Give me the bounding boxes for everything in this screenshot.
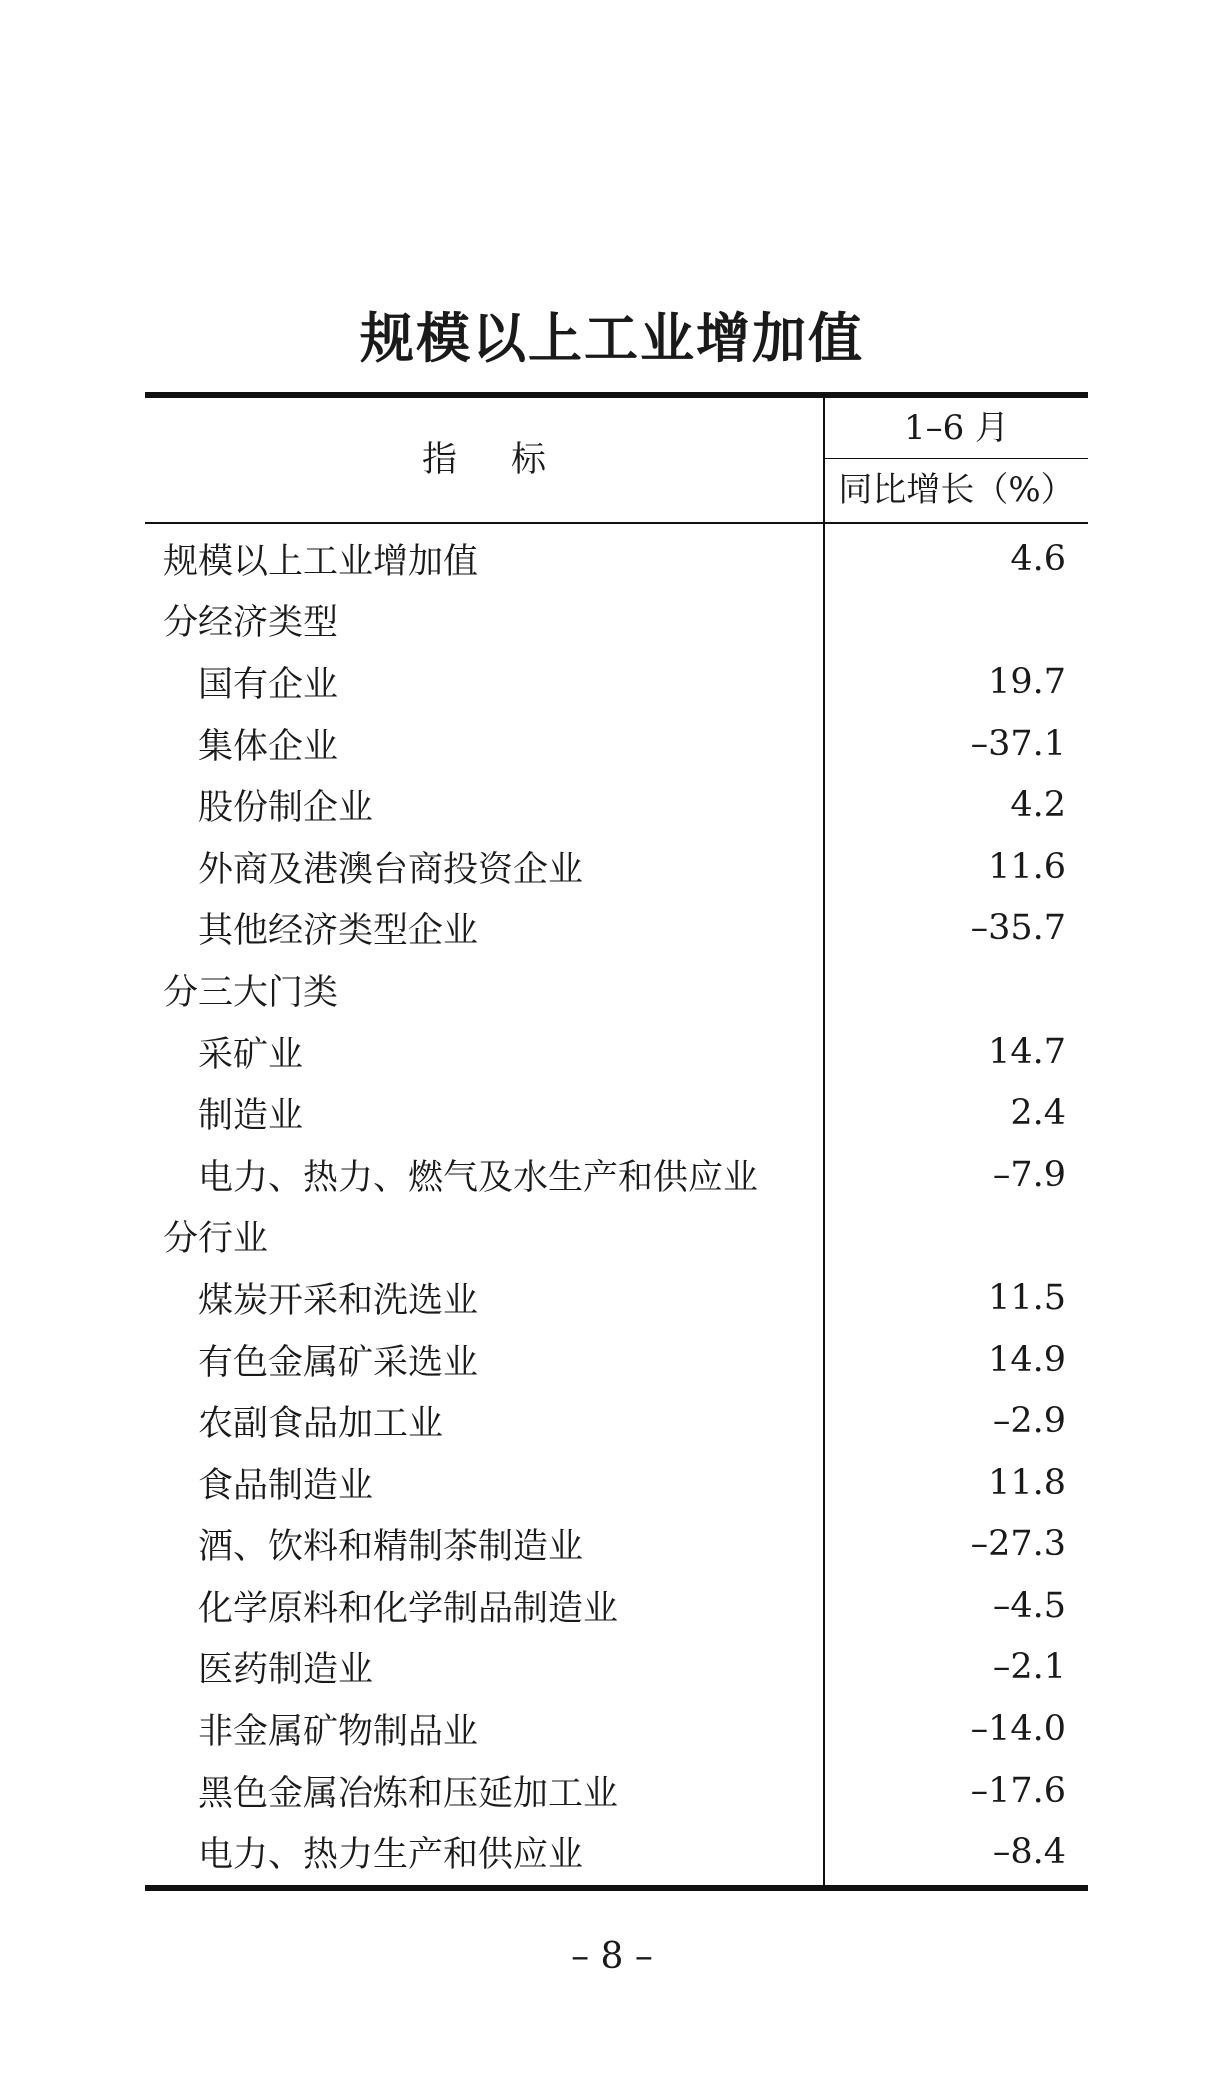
- table-row: [145, 1514, 1088, 1576]
- table-row-category: [145, 528, 1088, 590]
- table-row: [145, 1390, 1088, 1452]
- row-value: 11.5: [988, 1277, 1066, 1318]
- row-label: 电力、热力生产和供应业: [198, 1835, 584, 1876]
- row-label: 分行业: [163, 1219, 269, 1260]
- row-label: 规模以上工业增加值: [163, 541, 479, 582]
- row-value: 19.7: [988, 661, 1066, 702]
- table-row-category: [145, 590, 1088, 652]
- table-row: [145, 1821, 1088, 1883]
- row-label: 黑色金属冶炼和压延加工业: [198, 1773, 619, 1814]
- row-value: 14.9: [988, 1339, 1066, 1380]
- table-row-category: [145, 1206, 1088, 1268]
- table-row: [145, 1698, 1088, 1760]
- row-value: 4.2: [1010, 785, 1066, 826]
- table-row: [145, 1575, 1088, 1637]
- row-label: 外商及港澳台商投资企业: [198, 849, 584, 890]
- row-label: 分三大门类: [163, 972, 339, 1013]
- row-value: –7.9: [992, 1154, 1066, 1195]
- row-label: 股份制企业: [198, 788, 374, 829]
- row-label: 非金属矿物制品业: [198, 1712, 479, 1753]
- row-value: –14.0: [970, 1709, 1066, 1750]
- table-row: [145, 836, 1088, 898]
- row-label: 酒、饮料和精制茶制造业: [198, 1527, 584, 1568]
- table-row: [145, 1144, 1088, 1206]
- table-row: [145, 1760, 1088, 1822]
- row-value: –37.1: [970, 723, 1066, 764]
- indicator-column-header: 指标: [421, 440, 600, 480]
- statistics-table: [145, 392, 1088, 1891]
- table-row: [145, 1267, 1088, 1329]
- row-label: 食品制造业: [198, 1465, 374, 1506]
- table-row: [145, 1452, 1088, 1514]
- row-label: 农副食品加工业: [198, 1404, 444, 1445]
- table-row-category: [145, 959, 1088, 1021]
- row-label: 其他经济类型企业: [198, 911, 479, 952]
- row-value: –27.3: [970, 1524, 1066, 1565]
- table-rows: [145, 524, 1088, 1885]
- row-value: –2.9: [992, 1401, 1066, 1442]
- table-row: [145, 713, 1088, 775]
- column-divider: [823, 524, 825, 1885]
- table-header: [145, 398, 1088, 524]
- row-label: 有色金属矿采选业: [198, 1342, 479, 1383]
- row-label: 电力、热力、燃气及水生产和供应业: [198, 1157, 759, 1198]
- row-value: 11.6: [988, 846, 1066, 887]
- page-number: – 8 –: [571, 1936, 653, 1977]
- row-label: 分经济类型: [163, 603, 339, 644]
- row-label: 医药制造业: [198, 1650, 374, 1691]
- table-body: [145, 524, 1088, 1885]
- row-value: 2.4: [1010, 1093, 1066, 1134]
- table-row: [145, 1637, 1088, 1699]
- table-row: [145, 898, 1088, 960]
- row-value: –35.7: [970, 908, 1066, 949]
- table-row: [145, 1021, 1088, 1083]
- table-row: [145, 1329, 1088, 1391]
- period-column-header: 1–6 月: [825, 398, 1088, 459]
- table-row: [145, 774, 1088, 836]
- row-value: –4.5: [992, 1585, 1066, 1626]
- row-value: –2.1: [992, 1647, 1066, 1688]
- page-title: 规模以上工业增加值: [360, 307, 864, 371]
- row-value: –8.4: [992, 1832, 1066, 1873]
- row-label: 煤炭开采和洗选业: [198, 1280, 479, 1321]
- row-value: –17.6: [970, 1770, 1066, 1811]
- row-value: 4.6: [1010, 538, 1066, 579]
- measure-column-header: 同比增长（%）: [838, 470, 1075, 510]
- row-label: 化学原料和化学制品制造业: [198, 1588, 619, 1629]
- row-label: 集体企业: [198, 726, 339, 767]
- row-value: 14.7: [988, 1031, 1066, 1072]
- row-label: 采矿业: [198, 1034, 304, 1075]
- row-label: 国有企业: [198, 664, 339, 705]
- table-row: [145, 1082, 1088, 1144]
- row-value: 11.8: [988, 1462, 1066, 1503]
- row-label: 制造业: [198, 1096, 304, 1137]
- table-row: [145, 651, 1088, 713]
